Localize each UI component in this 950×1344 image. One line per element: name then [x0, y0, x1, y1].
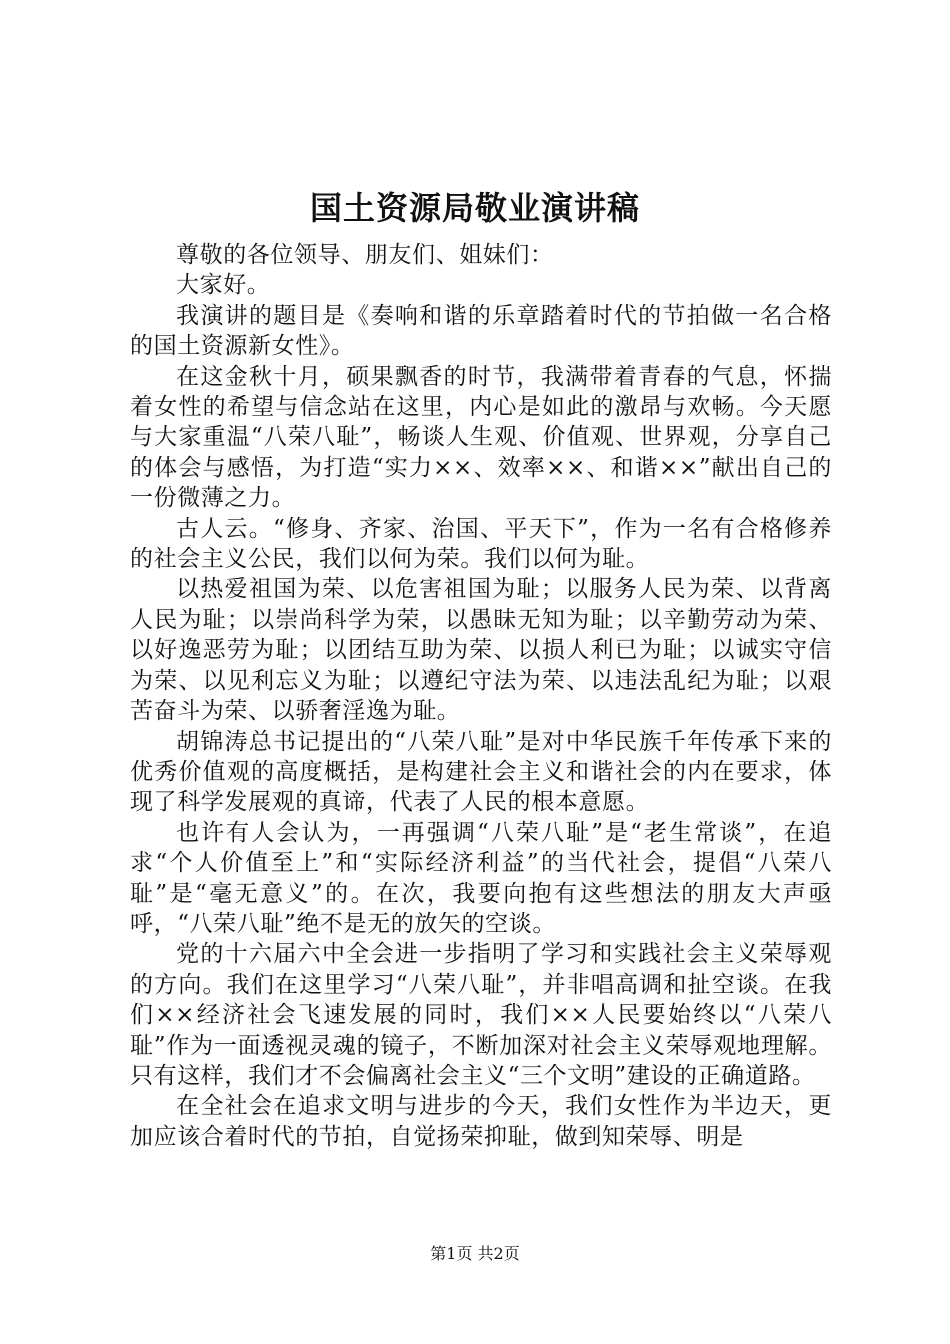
paragraph: 党的十六届六中全会进一步指明了学习和实践社会主义荣辱观的方向。我们在这里学习“八荣八耻”，并非唱高调和扯空谈。在我们××经济社会飞速发展的同时，我们××人民要始终以“八荣八耻”作为一面透视灵魂的镜子，不断加深对社会主义荣辱观地理解。只有这样，我们才不会偏离社会主义“三个文明”建设的正确道路。: [130, 941, 832, 1089]
paragraph: 古人云。“修身、齐家、治国、平天下”，作为一名有合格修养的社会主义公民，我们以何为荣。我们以何为耻。: [130, 515, 832, 573]
document-body: [130, 240, 832, 1152]
paragraph: 以热爱祖国为荣、以危害祖国为耻；以服务人民为荣、以背离人民为耻；以崇尚科学为荣，以愚昧无知为耻；以辛勤劳动为荣、以好逸恶劳为耻；以团结互助为荣、以损人利已为耻；以诚实守信为荣、以见利忘义为耻；以遵纪守法为荣、以违法乱纪为耻；以艰苦奋斗为荣、以骄奢淫逸为耻。: [130, 576, 832, 725]
paragraph: 胡锦涛总书记提出的“八荣八耻”是对中华民族千年传承下来的优秀价值观的高度概括，是构建社会主义和谐社会的内在要求，体现了科学发展观的真谛，代表了人民的根本意愿。: [130, 728, 832, 816]
page-number-footer: 第1页 共2页: [430, 1244, 520, 1263]
paragraph-salutation: 尊敬的各位领导、朋友们、姐妹们：: [176, 242, 554, 268]
paragraph: 在这金秋十月，硕果飘香的时节，我满带着青春的气息，怀揣着女性的希望与信念站在这里，内心是如此的激昂与欢畅。今天愿与大家重温“八荣八耻”，畅谈人生观、价值观、世界观，分享自己的体会与感悟，为打造“实力××、效率××、和谐××”献出自己的一份微薄之力。: [130, 363, 832, 512]
paragraph: 也许有人会认为，一再强调“八荣八耻”是“老生常谈”，在追求“个人价值至上”和“实际经济利益”的当代社会，提倡“八荣八耻”是“毫无意义”的。在次，我要向抱有这些想法的朋友大声亟呼，“八荣八耻”绝不是无的放矢的空谈。: [130, 819, 832, 937]
paragraph-topic: 我演讲的题目是《奏响和谐的乐章踏着时代的节拍做一名合格的国土资源新女性》。: [130, 302, 832, 360]
paragraph: 在全社会在追求文明与进步的今天，我们女性作为半边天，更加应该合着时代的节拍，自觉扬荣抑耻，做到知荣辱、明是: [130, 1093, 832, 1150]
paragraph-greeting: 大家好。: [176, 272, 271, 299]
document-title: 国土资源局敬业演讲稿: [309, 189, 640, 227]
